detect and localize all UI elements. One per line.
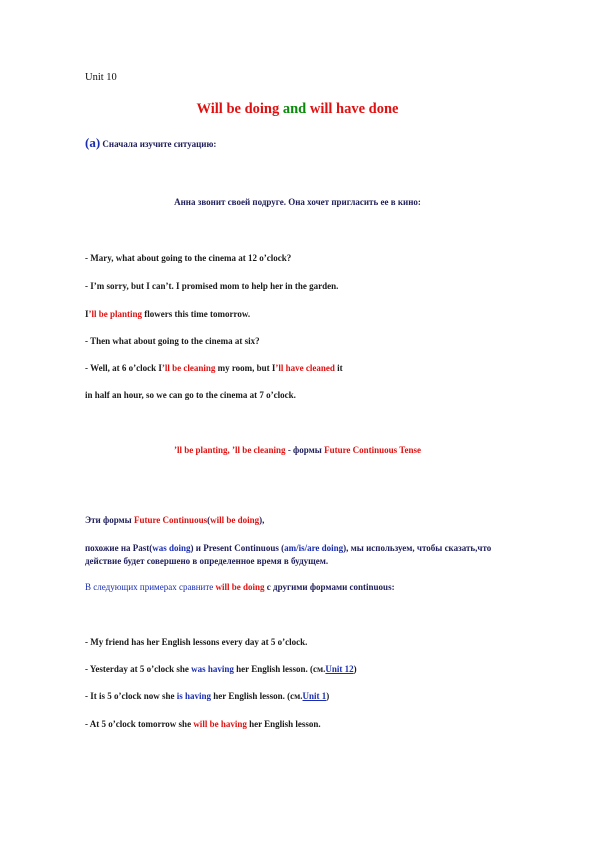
example-4-c: her English lesson. <box>246 719 321 729</box>
example-2-a: - Yesterday at 5 o’clock she <box>85 664 192 674</box>
compare-line-a: В следующих примерах сравните <box>85 582 216 592</box>
dialogue-line-3-end: flowers this time tomorrow. <box>142 309 251 319</box>
title-part-will-have-done: will have done <box>309 101 399 117</box>
compare-line-c: с другими формами continuous: <box>264 582 395 592</box>
example-3-e: ) <box>326 691 330 701</box>
example-2-e: ) <box>353 664 357 674</box>
example-4 <box>85 719 321 730</box>
compare-line-b: will be doing <box>215 582 265 592</box>
dialogue-line-2: - I’m sorry, but I can’t. I promised mom to help her in the garden. <box>85 281 339 291</box>
example-3-b: is having <box>176 691 212 701</box>
compare-line <box>85 582 395 593</box>
example-3-c: her English lesson. (см. <box>211 691 303 701</box>
explain-line-2-e: ), мы используем, чтобы сказать,что <box>343 543 492 553</box>
example-2-b: was having <box>191 664 234 674</box>
dialogue-line-5-verb2: ’ll have cleaned <box>275 363 335 373</box>
explain-line-3: действие будет совершено в определенное время в будущем. <box>85 556 329 566</box>
title-part-will-be-doing: Will be doing <box>196 101 280 117</box>
dialogue-line-3 <box>85 309 250 320</box>
example-2-c: her English lesson. (см. <box>233 664 326 674</box>
explain-line-1 <box>85 515 264 526</box>
explain-line-1-c: ( <box>207 515 211 525</box>
unit-label: Unit 10 <box>85 72 117 83</box>
unit-1-link[interactable]: Unit 1 <box>302 691 327 701</box>
forms-note-tense: Future Continuous Tense <box>324 445 421 455</box>
dialogue-line-3-start: I <box>85 309 89 319</box>
explain-line-2 <box>85 543 491 554</box>
section-a-heading <box>85 137 216 150</box>
forms-note-verbs: ’ll be planting, ’ll be cleaning <box>174 445 286 455</box>
situation-text: Анна звонит своей подруге. Она хочет пригласить ее в кино: <box>174 197 421 207</box>
section-intro: Сначала изучите ситуацию: <box>100 139 217 149</box>
explain-line-1-a: Эти формы <box>85 515 134 525</box>
dialogue-line-5-mid: my room, but I <box>215 363 276 373</box>
dialogue-line-4: - Then what about going to the cinema at six? <box>85 336 260 346</box>
unit-12-link[interactable]: Unit 12 <box>325 664 354 674</box>
dialogue-line-5-end: it <box>334 363 343 373</box>
example-4-b: will be having <box>193 719 247 729</box>
explain-line-2-c: ) и Present Continuous ( <box>190 543 285 553</box>
example-4-a: - At 5 o’clock tomorrow she <box>85 719 194 729</box>
forms-note <box>0 445 595 456</box>
dialogue-line-5-start: - Well, at 6 o’clock I <box>85 363 162 373</box>
section-letter: (a) <box>85 135 101 150</box>
example-3-a: - It is 5 o’clock now she <box>85 691 177 701</box>
explain-line-2-b: was doing <box>152 543 191 553</box>
example-1: - My friend has her English lessons every day at 5 o’clock. <box>85 637 308 647</box>
title-part-and: and <box>279 101 310 117</box>
dialogue-line-5-verb1: ’ll be cleaning <box>161 363 216 373</box>
explain-line-2-d: am/is/are doing <box>284 543 344 553</box>
explain-line-1-e: ), <box>259 515 265 525</box>
example-3 <box>85 691 329 702</box>
dialogue-line-3-verb: ’ll be planting <box>88 309 143 319</box>
dialogue-line-5 <box>85 363 343 374</box>
forms-note-mid: - формы <box>285 445 325 455</box>
example-2 <box>85 664 357 675</box>
explain-line-1-b: Future Continuous <box>133 515 208 525</box>
page-title <box>0 100 595 118</box>
dialogue-line-6: in half an hour, so we can go to the cinema at 7 o’clock. <box>85 390 296 400</box>
explain-line-1-d: will be doing <box>210 515 260 525</box>
explain-line-2-a: похожие на Past( <box>85 543 153 553</box>
dialogue-line-1: - Mary, what about going to the cinema at 12 o’clock? <box>85 253 292 263</box>
